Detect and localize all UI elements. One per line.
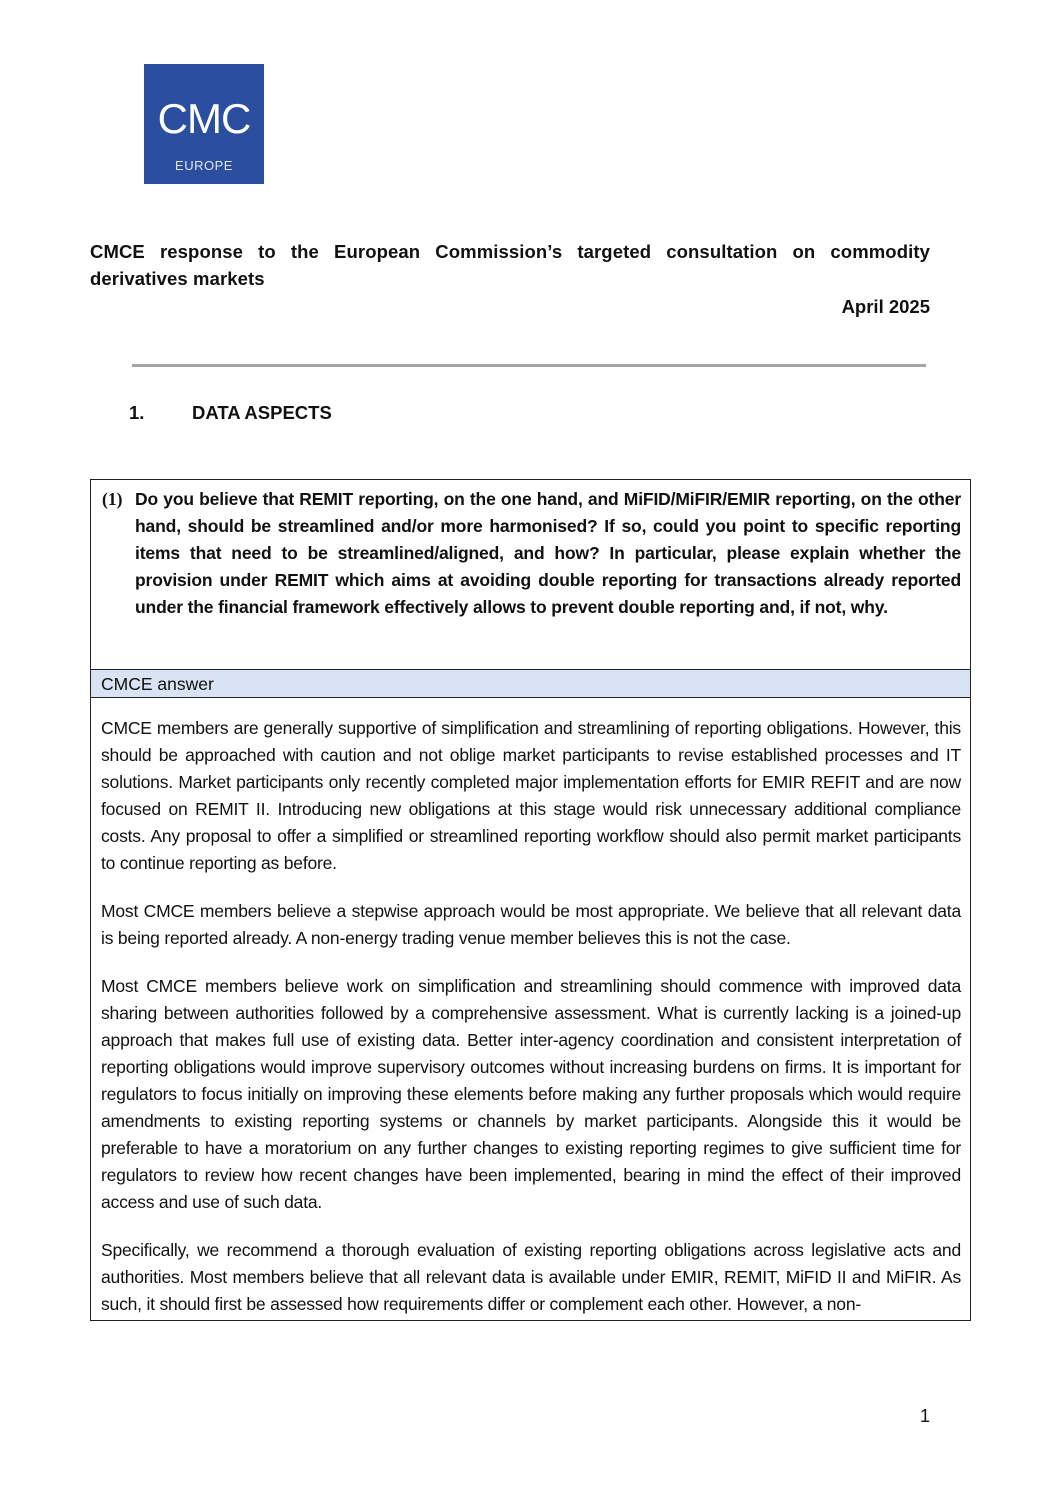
answer-paragraph: Most CMCE members believe a stepwise approach would be most appropriate. We believe that all relevant data is being reported already. A non-energy trading venue member believes this is not the case. [101, 901, 961, 948]
answer-body [91, 698, 970, 1318]
page-number: 1 [920, 1406, 931, 1426]
question-text: Do you believe that REMIT reporting, on the one hand, and MiFID/MiFIR/EMIR reporting, on the other hand, should be streamlined and/or more harmonised? If so, could you point to specific reporting items that need to be streamlined/aligned, and how? In particular, please explain whether the provision under REMIT which aims at avoiding double reporting for transactions already reported under the financial framework effectively allows to prevent double reporting and, if not, why. [135, 489, 961, 617]
answer-paragraph: CMCE members are generally supportive of simplification and streamlining of reporting obligations. However, this should be approached with caution and not oblige market participants to revise established processes and IT solutions. Market participants only recently completed major implementation efforts for EMIR REFIT and are now focused on REMIT II. Introducing new obligations at this stage would risk unnecessary additional compliance costs. Any proposal to offer a simplified or streamlined reporting workflow should also permit market participants to continue reporting as before. [101, 718, 961, 873]
question-cell [91, 480, 970, 670]
cmc-europe-logo [144, 64, 264, 184]
logo-text: CMC [157, 95, 251, 142]
section-heading [129, 400, 332, 426]
answer-header: CMCE answer [91, 670, 970, 698]
logo-subtext: EUROPE [175, 158, 233, 173]
document-title: CMCE response to the European Commission’s targeted consultation on commodity derivatives markets [90, 241, 930, 289]
document-date: April 2025 [841, 296, 930, 317]
section-title: DATA ASPECTS [192, 402, 332, 423]
answer-paragraph: Most CMCE members believe work on simplification and streamlining should commence with improved data sharing between authorities followed by a comprehensive assessment. What is currently lacking is a joined-up approach that makes full use of existing data. Better inter-agency coordination and consistent interpretation of reporting obligations would improve supervisory outcomes without increasing burdens on firms. It is important for regulators to focus initially on improving these elements before making any further proposals which would require amendments to existing reporting systems or channels by market participants. Alongside this it would be preferable to have a moratorium on any further changes to existing reporting regimes to give sufficient time for regulators to review how recent changes have been implemented, bearing in mind the effect of their improved access and use of such data. [101, 976, 961, 1212]
header-divider [132, 364, 926, 367]
answer-paragraph: Specifically, we recommend a thorough evaluation of existing reporting obligations across legislative acts and authorities. Most members believe that all relevant data is available under EMIR, REMIT, MiFID II and MiFIR. As such, it should first be assessed how requirements differ or complement each other. However, a non- [101, 1240, 961, 1314]
section-number: 1. [129, 402, 145, 423]
question-number: (1) [102, 489, 123, 509]
question-answer-table [90, 479, 971, 1321]
